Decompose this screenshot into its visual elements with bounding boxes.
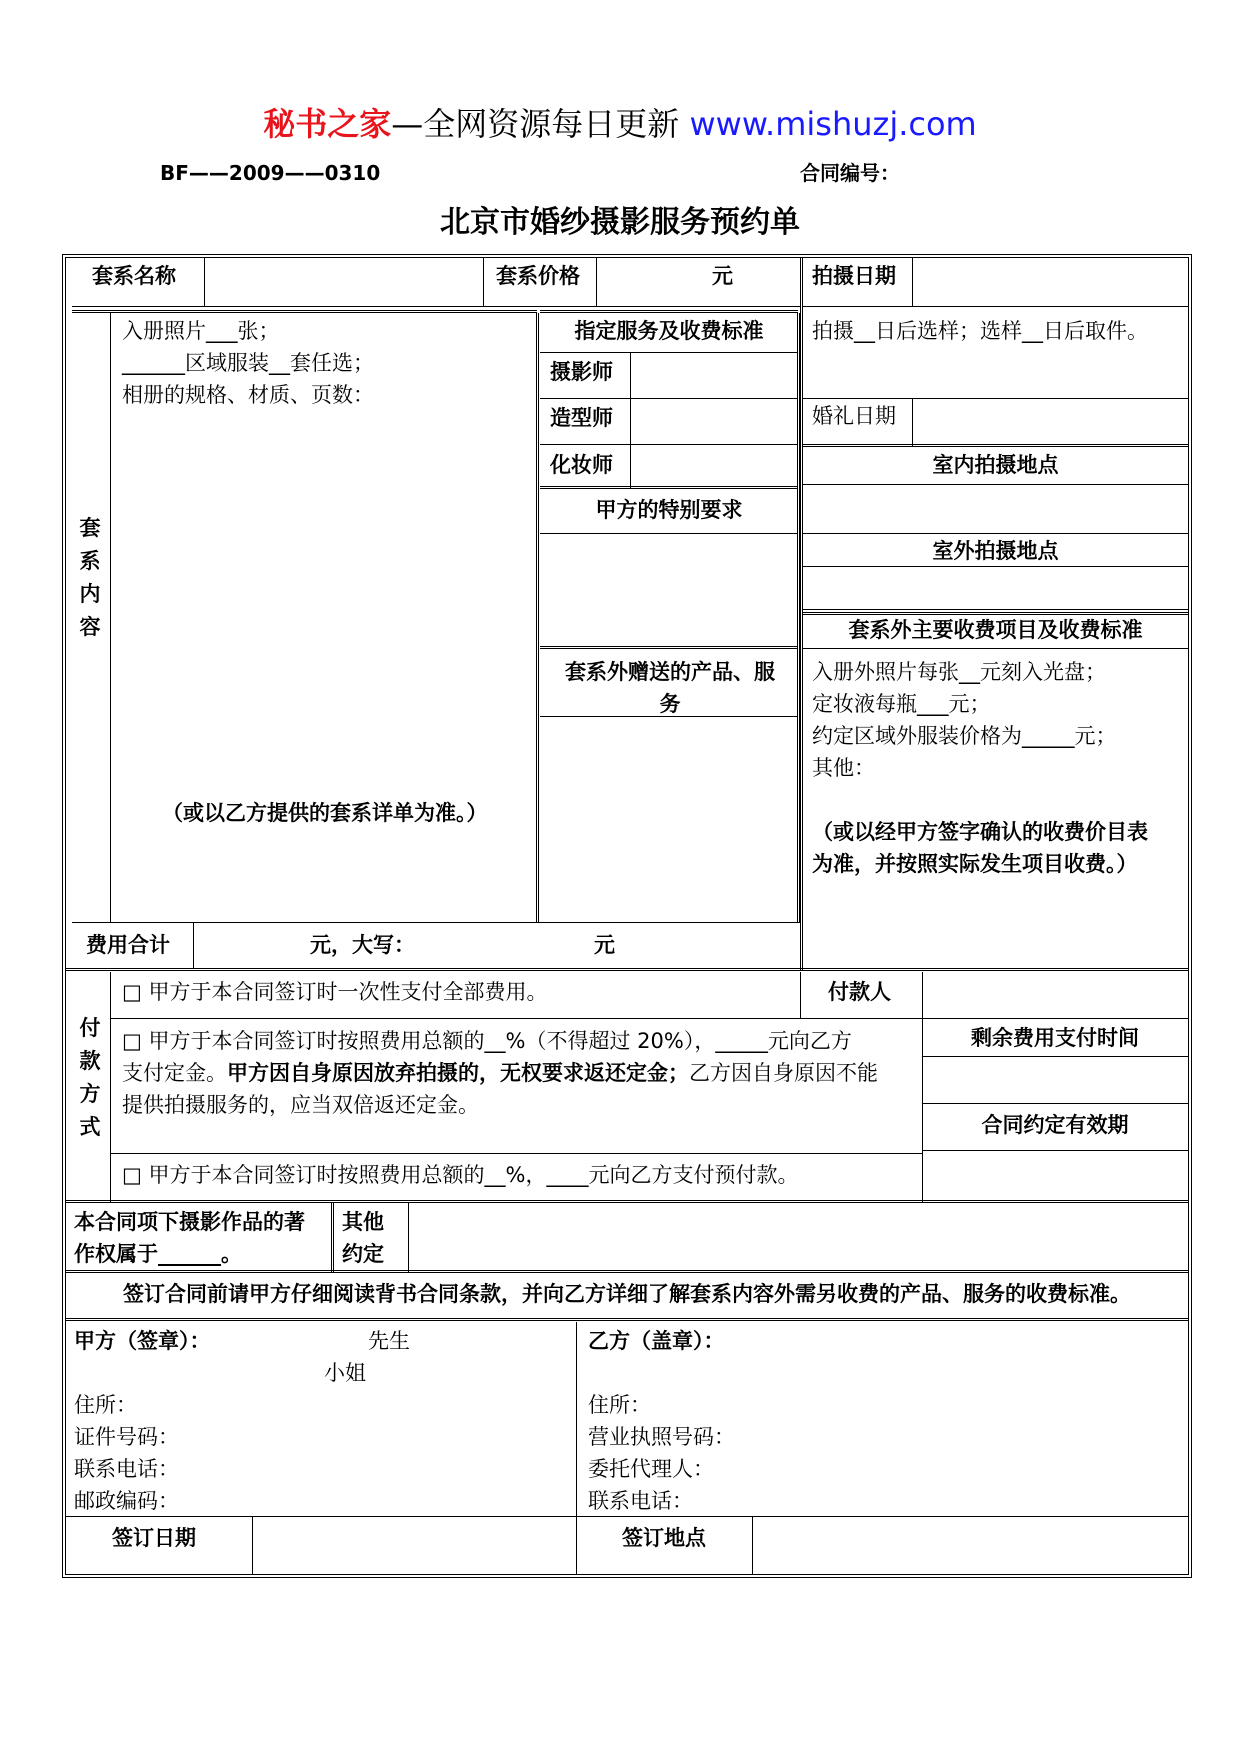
extra-charge-line: 入册外照片每张__元刻入光盘； (812, 660, 1106, 684)
party-a-zip: 邮政编码： (74, 1489, 179, 1513)
party-a-id: 证件号码： (74, 1425, 179, 1449)
deposit-terms-a: 支付定金。 (122, 1061, 227, 1085)
notice: 签订合同前请甲方仔细阅读背书合同条款，并向乙方详细了解套系内容外需另收费的产品、服务的收费标准。 (123, 1282, 1131, 1306)
payment-option-full[interactable]: □ 甲方于本合同签订时一次性支付全部费用。 (122, 980, 548, 1004)
party-a-phone: 联系电话： (74, 1457, 179, 1481)
banner-slogan: —全网资源每日更新 (391, 105, 680, 143)
total-amount-text: 元，大写： (310, 933, 415, 957)
service-heading: 指定服务及收费标准 (574, 319, 764, 343)
deposit-terms-line: 提供拍摄服务的，应当双倍返还定金。 (122, 1093, 479, 1117)
extra-charge-line: 约定区域外服装价格为_____元； (812, 724, 1117, 748)
extra-note: 为准，并按照实际发生项目收费。） (812, 852, 1138, 876)
banner-url[interactable]: www.mishuzj.com (689, 105, 977, 143)
party-b-license: 营业执照号码： (588, 1425, 735, 1449)
package-content-label: 套系内容 (79, 516, 101, 639)
party-a-address: 住所： (74, 1393, 137, 1417)
party-b-phone: 联系电话： (588, 1489, 693, 1513)
deposit-terms-c: 乙方因自身原因不能 (689, 1061, 878, 1085)
content-line: ______区域服装__套任选； (122, 351, 374, 375)
extra-note: （或以经甲方签字确认的收费价目表 (812, 820, 1148, 844)
package-name-label: 套系名称 (92, 264, 176, 288)
content-line: 相册的规格、材质、页数： (122, 383, 374, 407)
pick-schedule: 拍摄__日后选样；选样__日后取件。 (812, 319, 1148, 343)
package-price-label: 套系价格 (496, 264, 580, 288)
deposit-terms-b: 甲方因自身原因放弃拍摄的，无权要求返还定金； (227, 1061, 689, 1085)
party-a-ms: 小姐 (324, 1361, 366, 1385)
payment-option-deposit[interactable]: □ 甲方于本合同签订时按照费用总额的__%（不得超过 20%），_____元向乙方 (122, 1029, 852, 1053)
validity-label: 合同约定有效期 (981, 1113, 1129, 1137)
makeup-artist-label: 化妆师 (550, 453, 613, 477)
indoor-location-label: 室内拍摄地点 (932, 453, 1059, 477)
content-line: 入册照片___张； (122, 319, 280, 343)
party-a-label: 甲方（签章）： (74, 1329, 211, 1353)
copyright-label: 作权属于______。 (74, 1242, 242, 1266)
party-b-label: 乙方（盖章）： (588, 1329, 725, 1353)
extra-charge-line: 其他： (812, 756, 875, 780)
wedding-date-label: 婚礼日期 (812, 404, 896, 428)
total-amount-end: 元 (594, 933, 615, 957)
party-b-agent: 委托代理人： (588, 1457, 714, 1481)
page-title: 北京市婚纱摄影服务预约单 (440, 205, 800, 240)
contract-number-label: 合同编号： (800, 161, 900, 185)
payment-method-label: 付款方式 (79, 1016, 101, 1139)
deposit-terms (122, 1057, 878, 1089)
copyright-label: 本合同项下摄影作品的著 (74, 1210, 305, 1234)
payment-option-prepay[interactable]: □ 甲方于本合同签订时按照费用总额的__%，____元向乙方支付预付款。 (122, 1163, 799, 1187)
extra-charges-heading: 套系外主要收费项目及收费标准 (848, 618, 1143, 642)
sign-place-label: 签订地点 (622, 1526, 706, 1550)
extra-charge-line: 定妆液每瓶___元； (812, 692, 991, 716)
stylist-label: 造型师 (550, 406, 613, 430)
shoot-date-label: 拍摄日期 (812, 264, 896, 288)
photographer-label: 摄影师 (550, 360, 613, 384)
special-requirements-label: 甲方的特别要求 (595, 498, 743, 522)
site-banner (0, 102, 1240, 146)
outdoor-location-label: 室外拍摄地点 (932, 539, 1059, 563)
party-b-address: 住所： (588, 1393, 651, 1417)
payer-label: 付款人 (828, 980, 891, 1004)
sign-date-label: 签订日期 (112, 1526, 196, 1550)
other-terms-label: 其他 (342, 1210, 384, 1234)
price-unit-yuan: 元 (712, 264, 733, 288)
other-terms-label: 约定 (342, 1242, 384, 1266)
doc-code: BF——2009——0310 (160, 161, 381, 185)
gifts-label: 套系外赠送的产品、服务 (565, 660, 775, 716)
banner-brand: 秘书之家 (263, 105, 392, 143)
content-note: （或以乙方提供的套系详单为准。） (162, 801, 488, 825)
party-a-mr: 先生 (368, 1329, 410, 1353)
total-label: 费用合计 (86, 933, 170, 957)
remaining-payment-label: 剩余费用支付时间 (971, 1026, 1139, 1050)
